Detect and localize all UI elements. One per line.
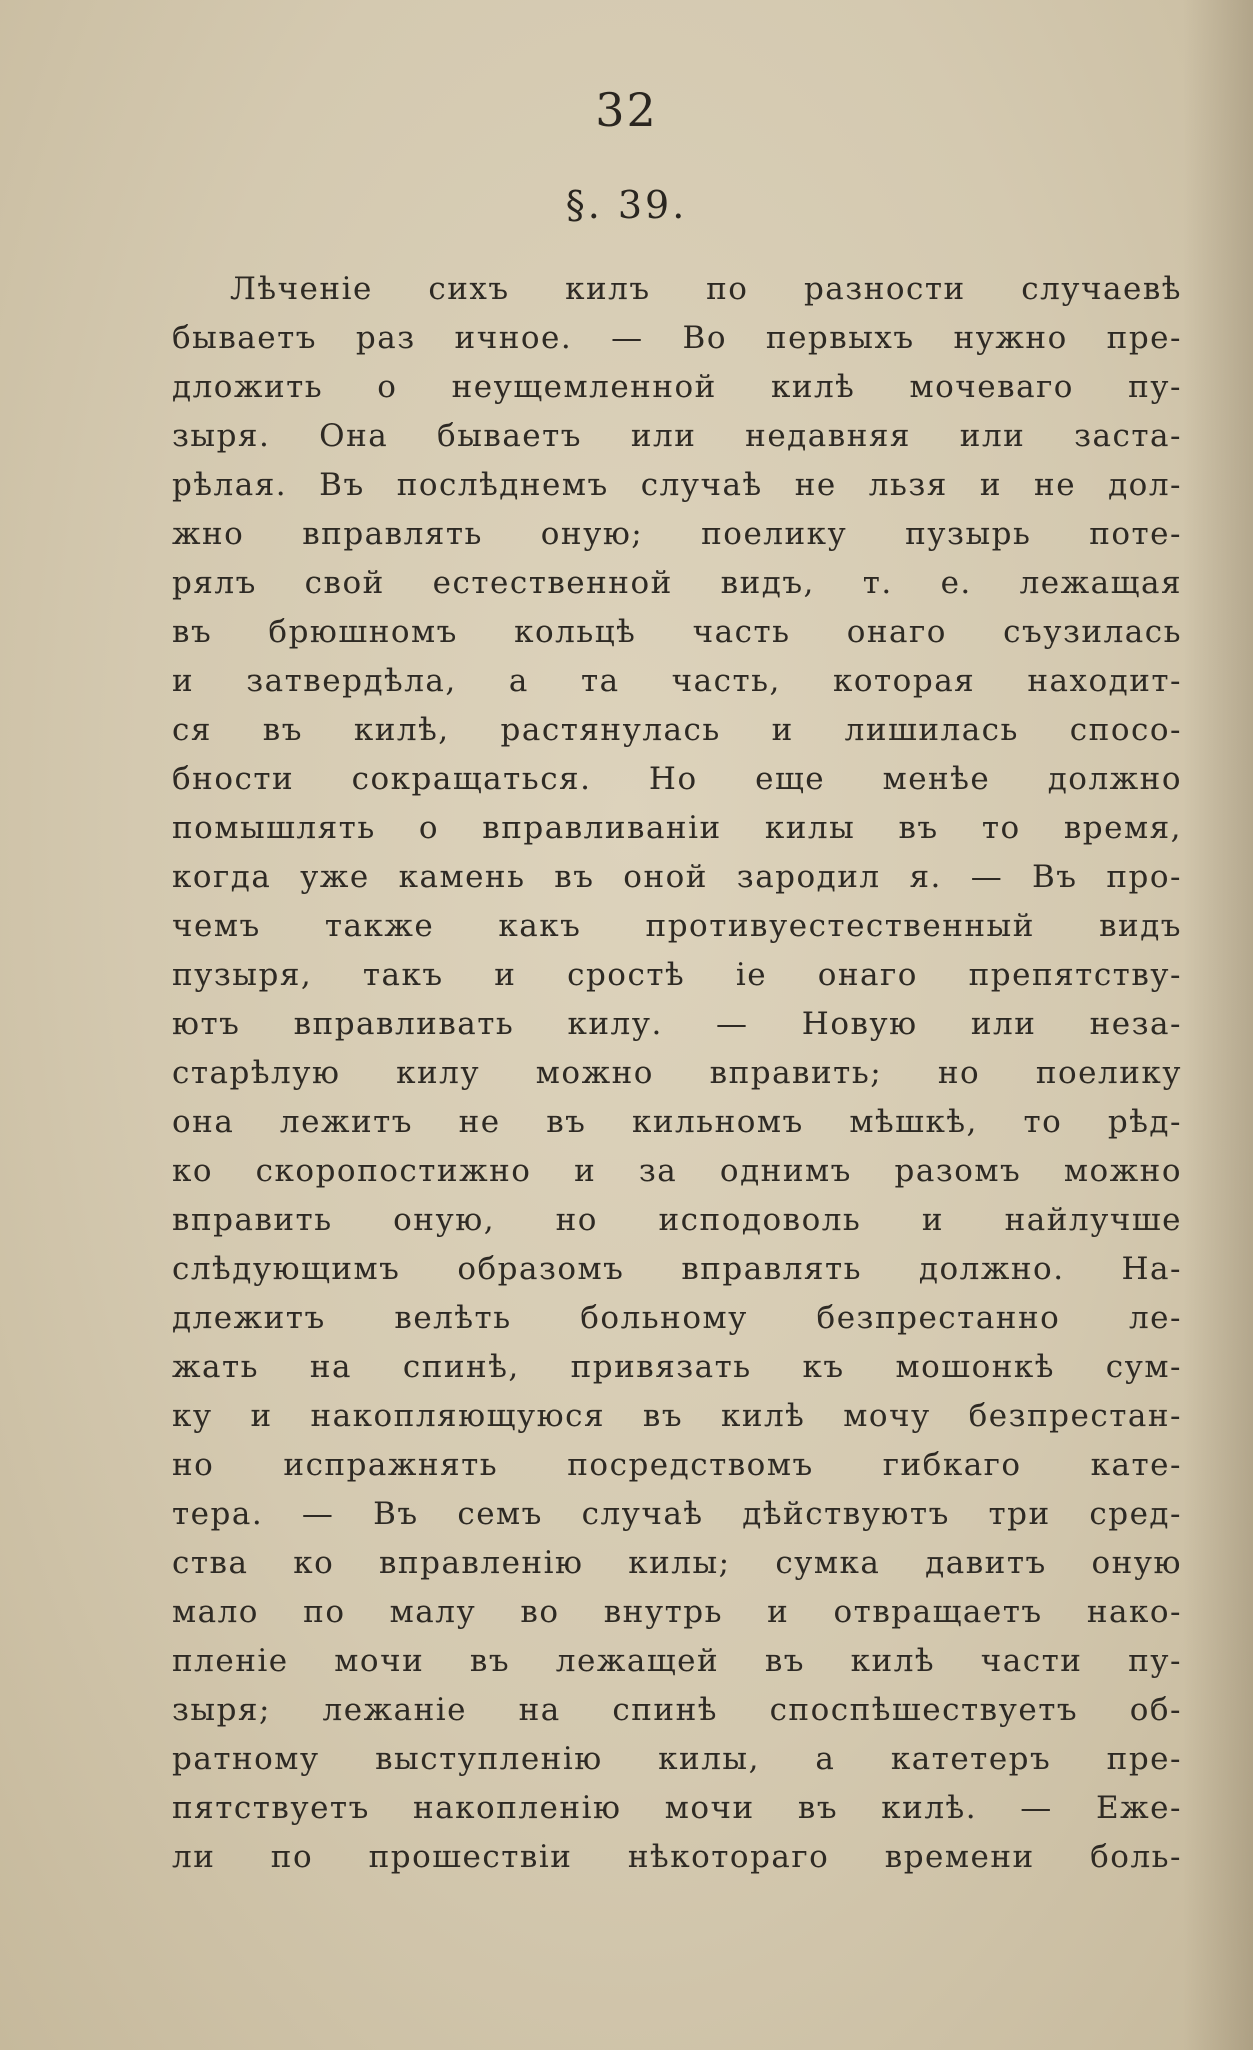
text-line: Лѣченіе сихъ килъ по разности случаевѣ — [230, 271, 1182, 307]
text-line: бываетъ раз ичное. — Во первыхъ нужно пре- — [172, 320, 1182, 356]
text-line: старѣлую килу можно вправить; но поелику — [172, 1055, 1182, 1091]
body-text — [172, 265, 1182, 1882]
text-line: помышлять о вправливаніи килы въ то время, — [172, 810, 1182, 846]
text-line: длежитъ велѣть больному безпрестанно ле- — [172, 1300, 1182, 1336]
text-line: въ брюшномъ кольцѣ часть онаго съузилась — [172, 614, 1182, 650]
text-line: зыря; лежаніе на спинѣ споспѣшествуетъ об- — [172, 1692, 1182, 1728]
text-line: мало по малу во внутрь и отвращаетъ нако- — [172, 1594, 1182, 1630]
text-line: ратному выступленію килы, а катетеръ пре- — [172, 1741, 1182, 1777]
text-line: ства ко вправленію килы; сумка давитъ оную — [172, 1545, 1182, 1581]
text-line: ся въ килѣ, растянулась и лишилась спосо- — [172, 712, 1182, 748]
text-line: вправить оную, но исподоволь и найлучше — [172, 1202, 1182, 1238]
text-line: тера. — Въ семъ случаѣ дѣйствуютъ три сред- — [172, 1496, 1182, 1532]
section-heading: §. 39. — [565, 183, 688, 227]
text-line: чемъ также какъ противуестественный видъ — [172, 908, 1182, 944]
page-edge-shadow — [1183, 0, 1253, 2050]
page-number: 32 — [595, 83, 658, 137]
text-line: когда уже камень въ оной зародил я. — Въ про- — [172, 859, 1182, 895]
text-line: она лежитъ не въ кильномъ мѣшкѣ, то рѣд- — [172, 1104, 1182, 1140]
text-line: и затвердѣла, а та часть, которая находит- — [172, 663, 1182, 699]
text-line: жать на спинѣ, привязать къ мошонкѣ сум- — [172, 1349, 1182, 1385]
text-line: ютъ вправливать килу. — Новую или неза- — [172, 1006, 1182, 1042]
text-line: пятствуетъ накопленію мочи въ килѣ. — Еже- — [172, 1790, 1182, 1826]
text-line: но испражнять посредствомъ гибкаго кате- — [172, 1447, 1182, 1483]
text-line: рялъ свой естественной видъ, т. е. лежащая — [172, 565, 1182, 601]
text-line: бности сокращаться. Но еще менѣе должно — [172, 761, 1182, 797]
text-line: ко скоропостижно и за однимъ разомъ можно — [172, 1153, 1182, 1189]
text-line: пленіе мочи въ лежащей въ килѣ части пу- — [172, 1643, 1182, 1679]
text-line: дложить о неущемленной килѣ мочеваго пу- — [172, 369, 1182, 405]
text-line: ку и накопляющуюся въ килѣ мочу безпрестан- — [172, 1398, 1182, 1434]
text-line: рѣлая. Въ послѣднемъ случаѣ не льзя и не дол- — [172, 467, 1182, 503]
text-line: слѣдующимъ образомъ вправлять должно. На- — [172, 1251, 1182, 1287]
text-line: ли по прошествіи нѣкотораго времени боль- — [172, 1839, 1182, 1875]
text-line: зыря. Она бываетъ или недавняя или заста- — [172, 418, 1182, 454]
text-line: жно вправлять оную; поелику пузырь поте- — [172, 516, 1182, 552]
text-line: пузыря, такъ и сростѣ іе онаго препятству- — [172, 957, 1182, 993]
